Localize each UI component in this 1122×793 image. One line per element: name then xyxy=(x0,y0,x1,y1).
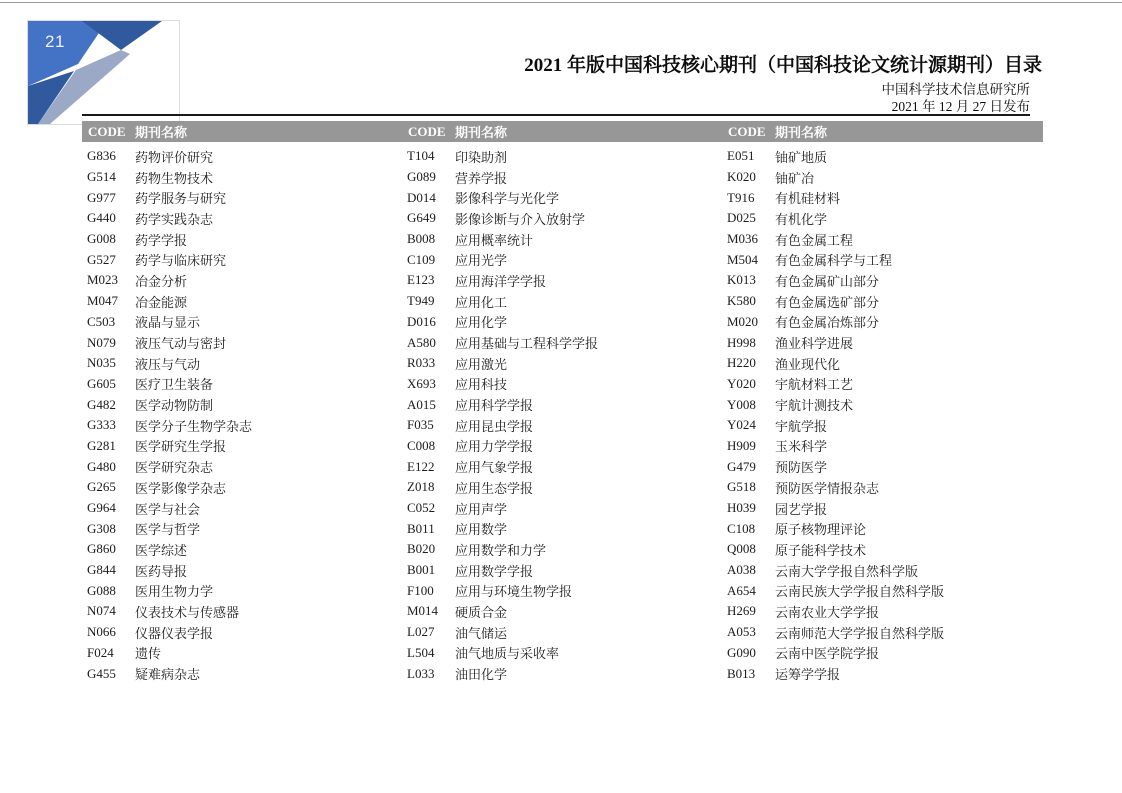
table-row xyxy=(727,291,1043,312)
journal-name: 遗传 xyxy=(135,646,162,662)
journal-name: 原子能科学技术 xyxy=(775,542,867,558)
table-row xyxy=(87,167,403,188)
journal-name: 应用与环境生物学报 xyxy=(455,584,573,600)
journal-name: 应用光学 xyxy=(455,253,508,269)
table-row xyxy=(407,622,723,643)
journal-name: 云南中医学院学报 xyxy=(775,646,880,662)
journal-code: D014 xyxy=(407,189,436,205)
table-row xyxy=(727,477,1043,498)
journal-code: H220 xyxy=(727,355,756,371)
table-row xyxy=(87,187,403,208)
table-row xyxy=(727,539,1043,560)
table-row xyxy=(727,394,1043,415)
journal-code: C052 xyxy=(407,500,436,516)
journal-code: G977 xyxy=(87,189,116,205)
table-row xyxy=(87,601,403,622)
table-row xyxy=(727,332,1043,353)
journal-name: 仪器仪表学报 xyxy=(135,625,214,641)
journal-name: 铀矿地质 xyxy=(775,149,828,165)
journal-name: 应用科技 xyxy=(455,377,508,393)
journal-name: 渔业现代化 xyxy=(775,356,841,372)
journal-name: 有色金属科学与工程 xyxy=(775,253,893,269)
journal-name: 有色金属选矿部分 xyxy=(775,294,880,310)
table-row xyxy=(87,436,403,457)
table-row xyxy=(407,249,723,270)
journal-code: C503 xyxy=(87,313,116,329)
journal-code: N074 xyxy=(87,603,116,619)
table-row xyxy=(407,208,723,229)
table-row xyxy=(407,229,723,250)
table-row xyxy=(407,663,723,684)
journal-code: X693 xyxy=(407,375,436,391)
journal-code: M036 xyxy=(727,231,759,247)
journal-name: 有色金属冶炼部分 xyxy=(775,315,880,331)
journal-name: 应用数学学报 xyxy=(455,563,534,579)
journal-code: H998 xyxy=(727,334,756,350)
journal-code: A654 xyxy=(727,582,756,598)
journal-code: G649 xyxy=(407,210,436,226)
table-row xyxy=(87,663,403,684)
journal-code: M504 xyxy=(727,251,759,267)
journal-code: C008 xyxy=(407,437,436,453)
table-row xyxy=(407,291,723,312)
journal-name: 医用生物力学 xyxy=(135,584,214,600)
journal-name: 冶金分析 xyxy=(135,273,188,289)
table-row xyxy=(87,249,403,270)
table-row xyxy=(407,498,723,519)
journal-name: 药学实践杂志 xyxy=(135,211,214,227)
journal-code: G088 xyxy=(87,582,116,598)
table-row xyxy=(407,187,723,208)
name-column-header: 期刊名称 xyxy=(455,125,508,140)
table-row xyxy=(87,560,403,581)
journal-name: 云南师范大学学报自然科学版 xyxy=(775,625,945,641)
journal-name: 医学研究生学报 xyxy=(135,439,227,455)
journal-name: 应用力学学报 xyxy=(455,439,534,455)
table-row xyxy=(727,353,1043,374)
journal-code: F024 xyxy=(87,644,114,660)
journal-code: M023 xyxy=(87,272,119,288)
journal-name: 影像科学与光化学 xyxy=(455,191,560,207)
journal-code: H039 xyxy=(727,500,756,516)
page-number-graphic xyxy=(27,20,180,125)
table-row xyxy=(407,312,723,333)
journal-name: 医学研究杂志 xyxy=(135,460,214,476)
table-row xyxy=(727,436,1043,457)
table-row xyxy=(727,663,1043,684)
journal-name: 宇航计测技术 xyxy=(775,398,854,414)
journal-code: Y024 xyxy=(727,417,756,433)
journal-code: A053 xyxy=(727,624,756,640)
journal-name: 液压气动与密封 xyxy=(135,336,227,352)
journal-code: D016 xyxy=(407,313,436,329)
table-row xyxy=(727,270,1043,291)
name-column-header: 期刊名称 xyxy=(135,125,188,140)
journal-name: 印染助剂 xyxy=(455,149,508,165)
journal-name: 应用激光 xyxy=(455,356,508,372)
table-row xyxy=(727,415,1043,436)
table-row xyxy=(87,498,403,519)
code-column-header: CODE xyxy=(408,123,446,139)
journal-name: 原子核物理评论 xyxy=(775,522,867,538)
journal-name: 预防医学 xyxy=(775,460,828,476)
table-row xyxy=(727,518,1043,539)
journal-code: B013 xyxy=(727,665,756,681)
journal-name: 有色金属矿山部分 xyxy=(775,273,880,289)
journal-code: L033 xyxy=(407,665,435,681)
journal-code: F100 xyxy=(407,582,434,598)
journal-name: 药学与临床研究 xyxy=(135,253,227,269)
journal-name: 医学动物防制 xyxy=(135,398,214,414)
journal-name: 应用科学学报 xyxy=(455,398,534,414)
column-header-1 xyxy=(88,121,187,142)
journal-name: 油气地质与采收率 xyxy=(455,646,560,662)
journal-code: B020 xyxy=(407,541,436,557)
journal-name: 云南农业大学学报 xyxy=(775,604,880,620)
journal-name: 应用化学 xyxy=(455,315,508,331)
journal-name: 有色金属工程 xyxy=(775,232,854,248)
journal-name: 应用海洋学学报 xyxy=(455,273,547,289)
table-row xyxy=(407,374,723,395)
journal-name: 医学与社会 xyxy=(135,501,201,517)
journal-name: 应用声学 xyxy=(455,501,508,517)
table-row xyxy=(407,167,723,188)
journal-code: G482 xyxy=(87,396,116,412)
code-column-header: CODE xyxy=(88,123,126,139)
journal-name: 云南民族大学学报自然科学版 xyxy=(775,584,945,600)
table-row xyxy=(87,643,403,664)
journal-name: 医学影像学杂志 xyxy=(135,480,227,496)
journal-code: C109 xyxy=(407,251,436,267)
table-row xyxy=(407,415,723,436)
journal-name: 玉米科学 xyxy=(775,439,828,455)
table-row xyxy=(87,208,403,229)
journal-code: K580 xyxy=(727,293,756,309)
journal-code: E123 xyxy=(407,272,435,288)
journal-code: G860 xyxy=(87,541,116,557)
journal-code: G440 xyxy=(87,210,116,226)
document-title: 2021 年版中国科技核心期刊（中国科技论文统计源期刊）目录 xyxy=(524,55,1042,76)
journal-code: E122 xyxy=(407,458,435,474)
journal-name: 药学学报 xyxy=(135,232,188,248)
journal-code: G281 xyxy=(87,437,116,453)
journal-name: 应用概率统计 xyxy=(455,232,534,248)
journal-code: G265 xyxy=(87,479,116,495)
journal-name: 油田化学 xyxy=(455,667,508,683)
journal-code: G605 xyxy=(87,375,116,391)
journal-name: 云南大学学报自然科学版 xyxy=(775,563,919,579)
journal-code: T949 xyxy=(407,293,435,309)
journal-code: R033 xyxy=(407,355,436,371)
column-header-3 xyxy=(728,121,827,142)
table-row xyxy=(87,477,403,498)
table-row xyxy=(87,374,403,395)
table-row xyxy=(727,312,1043,333)
table-row xyxy=(87,229,403,250)
journal-name: 疑难病杂志 xyxy=(135,667,201,683)
journal-code: Y008 xyxy=(727,396,756,412)
table-row xyxy=(727,456,1043,477)
journal-code: K020 xyxy=(727,169,756,185)
table-row xyxy=(407,539,723,560)
journal-name: 医学与哲学 xyxy=(135,522,201,538)
journal-name: 应用基础与工程科学学报 xyxy=(455,336,599,352)
journal-code: F035 xyxy=(407,417,434,433)
table-row xyxy=(407,518,723,539)
table-row xyxy=(727,146,1043,167)
table-row xyxy=(87,146,403,167)
table-row xyxy=(407,601,723,622)
journal-code: D025 xyxy=(727,210,756,226)
table-row xyxy=(87,270,403,291)
journal-code: C108 xyxy=(727,520,756,536)
journal-code: G479 xyxy=(727,458,756,474)
table-row xyxy=(407,332,723,353)
journal-name: 应用生态学报 xyxy=(455,480,534,496)
journal-code: A015 xyxy=(407,396,436,412)
table-row xyxy=(727,229,1043,250)
table-row xyxy=(87,332,403,353)
journal-name: 应用化工 xyxy=(455,294,508,310)
journal-name: 油气储运 xyxy=(455,625,508,641)
journal-name: 仪表技术与传感器 xyxy=(135,604,240,620)
header-divider-line xyxy=(82,114,1030,116)
journal-name: 应用数学 xyxy=(455,522,508,538)
table-row xyxy=(87,539,403,560)
journal-code: Q008 xyxy=(727,541,756,557)
table-row xyxy=(87,291,403,312)
table-row xyxy=(407,146,723,167)
journal-name: 营养学报 xyxy=(455,170,508,186)
table-row xyxy=(87,353,403,374)
journal-code: G480 xyxy=(87,458,116,474)
journal-code: G527 xyxy=(87,251,116,267)
table-row xyxy=(407,353,723,374)
table-row xyxy=(407,436,723,457)
journal-name: 宇航学报 xyxy=(775,418,828,434)
journal-name: 冶金能源 xyxy=(135,294,188,310)
journal-code: G518 xyxy=(727,479,756,495)
journal-code: G964 xyxy=(87,500,116,516)
journal-code: Y020 xyxy=(727,375,756,391)
journal-name: 铀矿冶 xyxy=(775,170,815,186)
table-row xyxy=(727,498,1043,519)
journal-code: G308 xyxy=(87,520,116,536)
journal-code: G836 xyxy=(87,148,116,164)
journal-code: N079 xyxy=(87,334,116,350)
table-row xyxy=(87,415,403,436)
journal-name: 药物生物技术 xyxy=(135,170,214,186)
journal-name: 液压与气动 xyxy=(135,356,201,372)
table-row xyxy=(727,643,1043,664)
journal-code: B011 xyxy=(407,520,435,536)
journal-name: 医学分子生物学杂志 xyxy=(135,418,253,434)
table-row xyxy=(87,518,403,539)
table-row xyxy=(87,456,403,477)
table-row xyxy=(87,580,403,601)
journal-code: L027 xyxy=(407,624,435,640)
table-row xyxy=(727,249,1043,270)
journal-name: 液晶与显示 xyxy=(135,315,201,331)
journal-name: 医药导报 xyxy=(135,563,188,579)
journal-column xyxy=(87,146,403,684)
table-row xyxy=(407,560,723,581)
journal-name: 硬质合金 xyxy=(455,604,508,620)
publisher-name: 中国科学技术信息研究所 xyxy=(881,82,1030,97)
table-row xyxy=(407,643,723,664)
journal-name: 渔业科学进展 xyxy=(775,336,854,352)
journal-code: G844 xyxy=(87,562,116,578)
document-header xyxy=(524,55,1042,115)
table-row xyxy=(727,622,1043,643)
journal-name: 有机硅材料 xyxy=(775,191,841,207)
journal-code: G333 xyxy=(87,417,116,433)
name-column-header: 期刊名称 xyxy=(775,125,828,140)
journal-code: E051 xyxy=(727,148,755,164)
code-column-header: CODE xyxy=(728,123,766,139)
table-row xyxy=(727,560,1043,581)
journal-name: 医疗卫生装备 xyxy=(135,377,214,393)
journal-name: 园艺学报 xyxy=(775,501,828,517)
journal-code: G455 xyxy=(87,665,116,681)
journal-code: L504 xyxy=(407,644,435,660)
journal-name: 应用气象学报 xyxy=(455,460,534,476)
journal-code: B008 xyxy=(407,231,436,247)
table-header-bar xyxy=(82,121,1043,142)
journal-code: A038 xyxy=(727,562,756,578)
table-row xyxy=(727,208,1043,229)
table-row xyxy=(727,601,1043,622)
journal-code: N035 xyxy=(87,355,116,371)
journal-code: H269 xyxy=(727,603,756,619)
journal-name: 医学综述 xyxy=(135,542,188,558)
journal-name: 药物评价研究 xyxy=(135,149,214,165)
journal-code: K013 xyxy=(727,272,756,288)
table-row xyxy=(407,477,723,498)
table-row xyxy=(727,580,1043,601)
journal-name: 有机化学 xyxy=(775,211,828,227)
table-row xyxy=(407,580,723,601)
column-header-2 xyxy=(408,121,507,142)
table-row xyxy=(727,374,1043,395)
journal-name: 运筹学学报 xyxy=(775,667,841,683)
table-row xyxy=(727,187,1043,208)
journal-code: G090 xyxy=(727,644,756,660)
journal-code: Z018 xyxy=(407,479,435,495)
journal-code: A580 xyxy=(407,334,436,350)
journal-name: 应用数学和力学 xyxy=(455,542,547,558)
table-row xyxy=(87,622,403,643)
journal-column xyxy=(407,146,723,684)
journal-name: 药学服务与研究 xyxy=(135,191,227,207)
page-top-border xyxy=(0,2,1122,3)
journal-name: 应用昆虫学报 xyxy=(455,418,534,434)
journal-name: 宇航材料工艺 xyxy=(775,377,854,393)
journal-code: T916 xyxy=(727,189,755,205)
journal-code: M020 xyxy=(727,313,759,329)
journal-name: 预防医学情报杂志 xyxy=(775,480,880,496)
table-row xyxy=(87,394,403,415)
publish-date: 2021 年 12 月 27 日发布 xyxy=(891,99,1030,114)
journal-code: G008 xyxy=(87,231,116,247)
journal-code: M014 xyxy=(407,603,439,619)
table-row xyxy=(407,456,723,477)
table-row xyxy=(407,270,723,291)
table-row xyxy=(407,394,723,415)
journal-name: 影像诊断与介入放射学 xyxy=(455,211,586,227)
page-number: 21 xyxy=(45,32,65,51)
journal-code: G514 xyxy=(87,169,116,185)
table-row xyxy=(727,167,1043,188)
table-row xyxy=(87,312,403,333)
journal-column xyxy=(727,146,1043,684)
journal-code: T104 xyxy=(407,148,435,164)
journal-code: N066 xyxy=(87,624,116,640)
journal-code: M047 xyxy=(87,293,119,309)
journal-code: G089 xyxy=(407,169,436,185)
journal-code: B001 xyxy=(407,562,436,578)
journal-code: H909 xyxy=(727,437,756,453)
